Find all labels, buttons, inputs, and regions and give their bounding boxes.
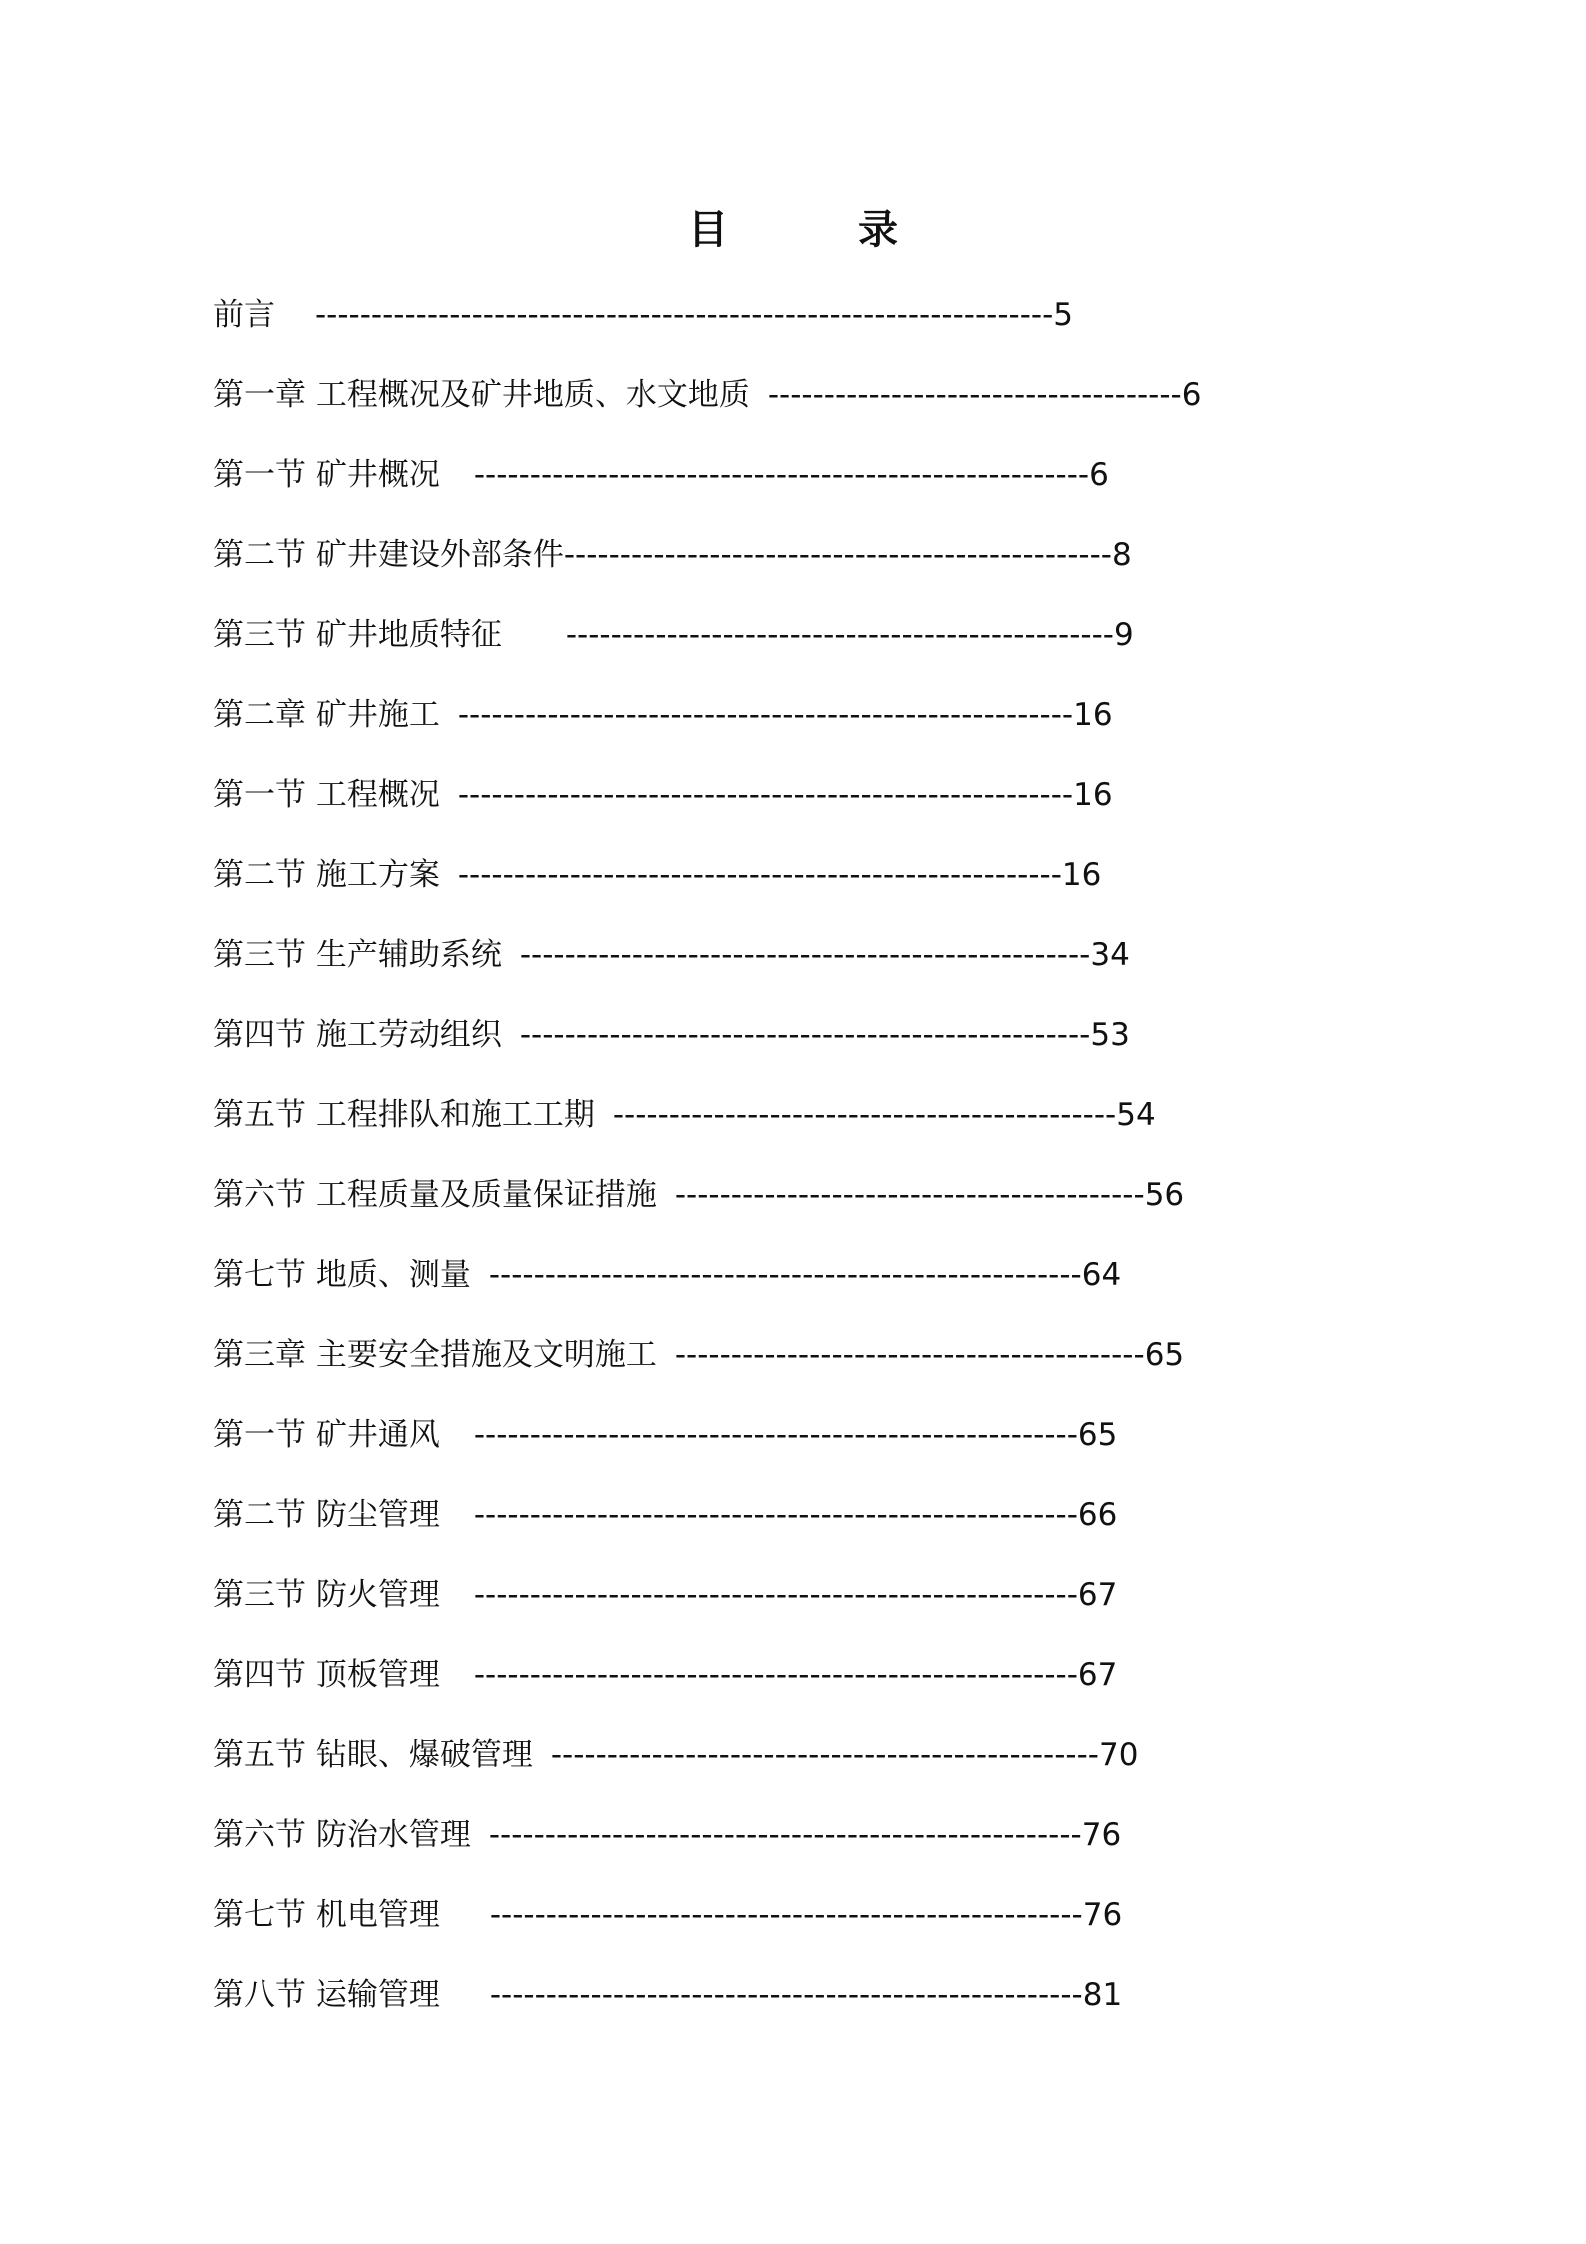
toc-entry-page: 65 [1144,1337,1185,1373]
toc-entry-leader: ------------------------------------------ [674,1337,1145,1373]
toc-entry-label: 第三章 主要安全措施及文明施工 [213,1337,657,1373]
toc-entry-leader: --------------------------------------------------- [519,1017,1091,1053]
toc-entry[interactable] [213,1650,1117,1700]
toc-entry-page: 9 [1113,617,1134,653]
toc-entry[interactable] [213,770,1113,820]
toc-entry-leader: ----------------------------------------------------- [489,1977,1083,2013]
toc-entry[interactable] [213,1490,1117,1540]
page-title [0,200,1586,260]
toc-entry-label: 第五节 钻眼、爆破管理 [213,1737,533,1773]
toc-entry-page: 5 [1053,297,1074,333]
toc-entry-leader: ------------------------------------------------------ [473,1577,1078,1613]
toc-entry-label: 第六节 防治水管理 [213,1817,471,1853]
toc-entry-label: 第一章 工程概况及矿井地质、水文地质 [213,377,750,413]
toc-entry-leader: ----------------------------------------------------- [488,1257,1082,1293]
toc-entry-leader: ------------------------------------------------- [565,617,1114,653]
toc-entry-page: 56 [1144,1177,1185,1213]
toc-entry-leader: ------------------------------------------------------ [473,1497,1078,1533]
toc-entry-leader: --------------------------------------------- [612,1097,1117,1133]
toc-entry[interactable] [213,530,1132,580]
toc-entry-label: 第一节 矿井概况 [213,457,440,493]
toc-entry-leader: ------------------------------------- [767,377,1182,413]
title-char-1: 目 [688,207,728,253]
toc-entry-page: 53 [1090,1017,1130,1053]
toc-entry[interactable] [213,850,1101,900]
toc-entry[interactable] [213,1810,1121,1860]
toc-entry[interactable] [213,450,1109,500]
toc-entry-page: 66 [1077,1497,1118,1533]
toc-entry[interactable] [213,1010,1130,1060]
toc-entry[interactable] [213,1890,1122,1940]
toc-entry-page: 6 [1181,377,1202,413]
toc-entry-page: 76 [1082,1897,1123,1933]
title-char-2: 录 [858,207,898,253]
toc-entry-page: 65 [1077,1417,1118,1453]
toc-entry-leader: ----------------------------------------------------- [488,1817,1082,1853]
toc-entry-label: 第二章 矿井施工 [213,697,440,733]
toc-entry-label: 第四节 施工劳动组织 [213,1017,502,1053]
toc-entry-leader: ------------------------------------------ [674,1177,1145,1213]
toc-entry[interactable] [213,1970,1122,2020]
toc-entry-label: 第五节 工程排队和施工工期 [213,1097,595,1133]
toc-entry-label: 第八节 运输管理 [213,1977,440,2013]
toc-entry-page: 64 [1081,1257,1122,1293]
toc-entry-page: 16 [1061,857,1102,893]
toc-entry-label: 第二节 矿井建设外部条件 [213,537,564,573]
toc-entry-leader: ------------------------------------------------- [563,537,1112,573]
toc-entry-page: 67 [1077,1657,1118,1693]
toc-entry-label: 第三节 矿井地质特征 [213,617,502,653]
toc-entry[interactable] [213,1330,1184,1380]
toc-entry-label: 第一节 工程概况 [213,777,440,813]
toc-entry-label: 第一节 矿井通风 [213,1417,440,1453]
toc-entry[interactable] [213,370,1201,420]
toc-entry-leader: ------------------------------------------------------- [457,697,1074,733]
toc-entry-page: 16 [1073,777,1113,813]
toc-entry-label: 前言 [213,297,275,333]
toc-entry-label: 第二节 防尘管理 [213,1497,440,1533]
toc-entry[interactable] [213,1570,1117,1620]
toc-entry[interactable] [213,610,1134,660]
toc-entry[interactable] [213,690,1113,740]
toc-entry-page: 54 [1116,1097,1156,1133]
toc-entry-page: 76 [1081,1817,1122,1853]
toc-entry-page: 81 [1082,1977,1123,2013]
toc-entry-label: 第二节 施工方案 [213,857,440,893]
toc-entry-label: 第三节 防火管理 [213,1577,440,1613]
toc-entry-page: 16 [1073,697,1113,733]
toc-entry[interactable] [213,1170,1184,1220]
toc-entry-page: 67 [1077,1577,1118,1613]
toc-entry[interactable] [213,930,1130,980]
toc-entry-leader: ----------------------------------------------------- [489,1897,1083,1933]
toc-entry-label: 第七节 地质、测量 [213,1257,471,1293]
toc-entry-page: 8 [1111,537,1132,573]
toc-entry-label: 第三节 生产辅助系统 [213,937,502,973]
toc-entry[interactable] [213,290,1073,340]
toc-entry-leader: ------------------------------------------------------ [473,1417,1078,1453]
toc-entry[interactable] [213,1090,1156,1140]
toc-entry-page: 70 [1098,1737,1139,1773]
toc-entry[interactable] [213,1250,1121,1300]
toc-entry-page: 34 [1090,937,1130,973]
toc-entry-leader: ------------------------------------------------------ [457,857,1062,893]
toc-entry[interactable] [213,1730,1138,1780]
toc-entry-leader: ------------------------------------------------- [550,1737,1099,1773]
toc-entry-label: 第七节 机电管理 [213,1897,440,1933]
toc-entry-page: 6 [1089,457,1109,493]
toc-entry-label: 第六节 工程质量及质量保证措施 [213,1177,657,1213]
toc-entry-leader: ------------------------------------------------------------------ [315,297,1054,333]
toc-entry-leader: ------------------------------------------------------- [473,457,1090,493]
toc-entry-label: 第四节 顶板管理 [213,1657,440,1693]
toc-entry-leader: ------------------------------------------------------- [457,777,1074,813]
toc-entry-leader: ------------------------------------------------------ [473,1657,1078,1693]
toc-entry-leader: --------------------------------------------------- [519,937,1091,973]
toc-entry[interactable] [213,1410,1117,1460]
